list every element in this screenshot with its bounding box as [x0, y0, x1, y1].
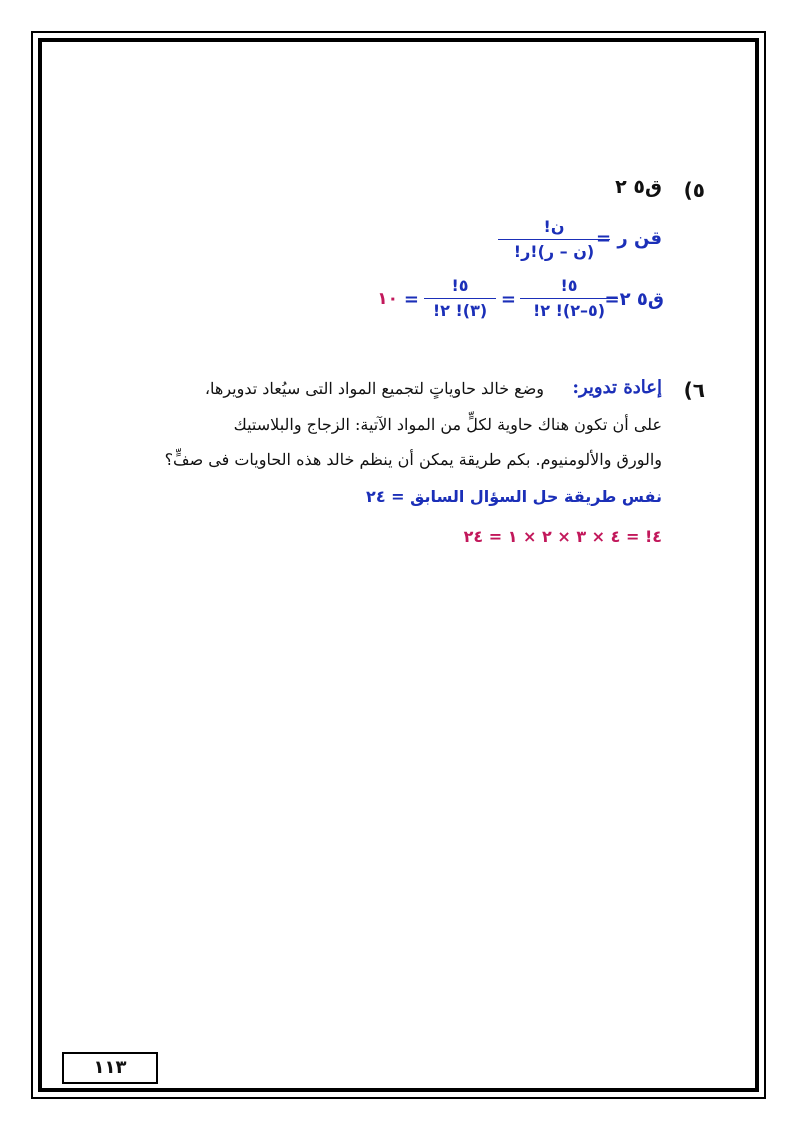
calc-lhs: ق٥ ٢= — [604, 289, 664, 310]
answer-text: نفس طريقة حل السؤال السابق = ٢٤ — [366, 487, 662, 506]
question-5-number: ٥) — [683, 178, 705, 202]
calc-fraction-1-denominator: (٥–٢)! ٢! — [532, 301, 606, 320]
question-6-line-2: على أن تكون هناك حاوية لكلٍّ من المواد الآتية: الزجاج والبلاستيك — [233, 415, 662, 434]
answer-calc — [464, 527, 662, 546]
question-6-label: إعادة تدوير: — [572, 377, 662, 398]
calc-result: ١٠ — [377, 289, 398, 309]
answer-calc-result: ٢٤ — [463, 527, 484, 546]
formula-lhs: قن ر = — [596, 228, 662, 249]
page-number: ١١٣ — [93, 1057, 127, 1078]
question-6-line-3: والورق والألومنيوم. بكم طريقة يمكن أن ينظم خالد هذه الحاويات فى صفٍّ؟ — [164, 450, 662, 469]
question-6-line-1: وضع خالد حاوياتٍ لتجميع المواد التى سيُعاد تدويرها، — [204, 379, 544, 398]
calc-fraction-1 — [520, 276, 618, 320]
formula-denominator: (ن – ر)!ر! — [513, 242, 595, 261]
calc-fraction-2 — [424, 276, 496, 320]
answer-calc-expression: ٤! = ٤ × ٣ × ٢ × ١ = — [488, 527, 662, 546]
formula-numerator: ن! — [543, 217, 565, 236]
calc-equals-2: = — [403, 289, 419, 310]
calc-equals-1: = — [500, 289, 516, 310]
question-5-heading: ق٥ ٢ — [615, 176, 662, 198]
formula-fraction — [498, 217, 610, 261]
calc-fraction-1-numerator: ٥! — [560, 276, 578, 295]
calc-fraction-2-numerator: ٥! — [451, 276, 469, 295]
page-number-box — [62, 1052, 158, 1084]
question-6-number: ٦) — [683, 378, 705, 402]
calc-fraction-2-denominator: (٣)! ٢! — [432, 301, 488, 320]
